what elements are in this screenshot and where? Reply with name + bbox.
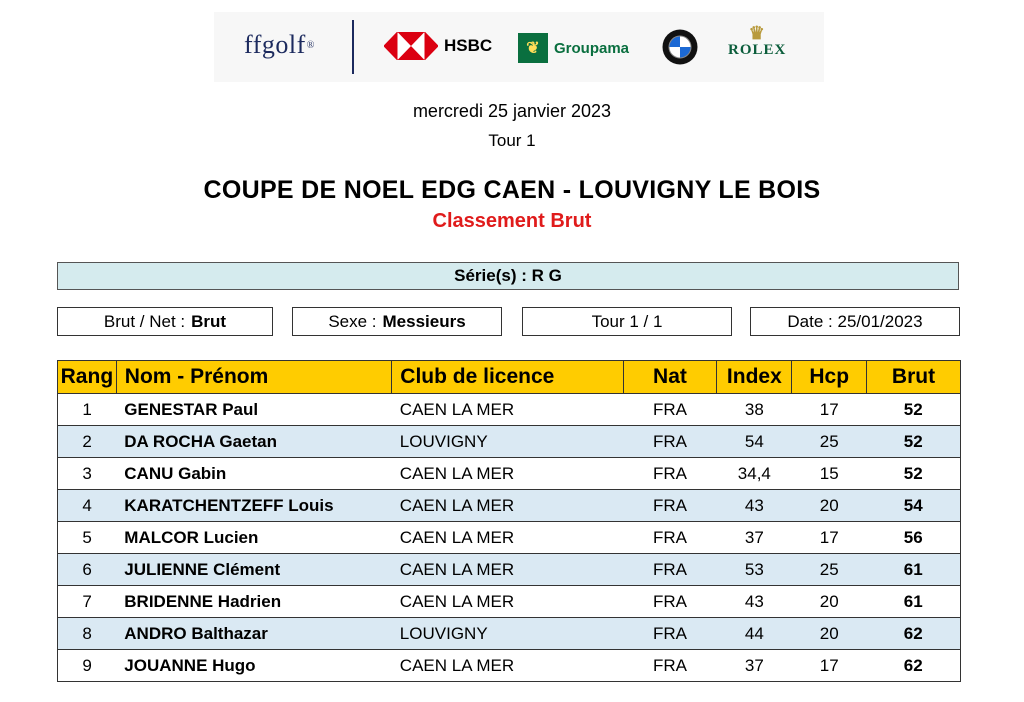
cell-index: 37 [717, 522, 792, 554]
table-row [58, 554, 961, 586]
table-row [58, 490, 961, 522]
cell-hcp: 17 [792, 394, 867, 426]
cell-nat: FRA [623, 490, 717, 522]
hsbc-logo [384, 32, 492, 60]
cell-nat: FRA [623, 650, 717, 682]
cell-index: 38 [717, 394, 792, 426]
cell-index: 43 [717, 586, 792, 618]
cell-brut: 52 [867, 394, 961, 426]
table-row [58, 458, 961, 490]
logo-divider [352, 20, 354, 74]
table-row [58, 586, 961, 618]
column-header-hcp: Hcp [792, 361, 867, 394]
brut-net-value: Brut [191, 311, 227, 331]
hsbc-wordmark: HSBC [444, 36, 493, 55]
tour-box [522, 307, 732, 336]
cell-hcp: 17 [792, 522, 867, 554]
table-header-row [58, 361, 961, 394]
cell-club: CAEN LA MER [392, 650, 623, 682]
tour-label: Tour 1 [488, 131, 536, 150]
cell-rang: 3 [58, 458, 117, 490]
cell-club: CAEN LA MER [392, 554, 623, 586]
cell-brut: 54 [867, 490, 961, 522]
cell-nom: CANU Gabin [116, 458, 392, 490]
sexe-box [292, 307, 502, 336]
column-header-nom: Nom - Prénom [116, 361, 392, 394]
column-header-club: Club de licence [392, 361, 623, 394]
cell-hcp: 17 [792, 650, 867, 682]
cell-club: LOUVIGNY [392, 426, 623, 458]
cell-hcp: 15 [792, 458, 867, 490]
cell-nat: FRA [623, 394, 717, 426]
event-date: mercredi 25 janvier 2023 [412, 101, 612, 121]
cell-brut: 52 [867, 426, 961, 458]
groupama-wordmark: Groupama [554, 39, 630, 57]
cell-nom: MALCOR Lucien [116, 522, 392, 554]
brut-net-box [57, 307, 273, 336]
cell-brut: 61 [867, 586, 961, 618]
cell-nat: FRA [623, 618, 717, 650]
cell-index: 34,4 [717, 458, 792, 490]
ffgolf-wordmark: ffgolf [244, 30, 306, 59]
cell-nat: FRA [623, 458, 717, 490]
cell-rang: 5 [58, 522, 117, 554]
bmw-roundel-icon [662, 29, 698, 65]
cell-club: CAEN LA MER [392, 458, 623, 490]
cell-nat: FRA [623, 426, 717, 458]
sexe-label: Sexe : [328, 311, 377, 331]
cell-index: 43 [717, 490, 792, 522]
cell-brut: 62 [867, 618, 961, 650]
cell-index: 53 [717, 554, 792, 586]
cell-hcp: 25 [792, 554, 867, 586]
cell-brut: 56 [867, 522, 961, 554]
cell-rang: 1 [58, 394, 117, 426]
groupama-logo [518, 33, 629, 63]
date-box [750, 307, 960, 336]
bmw-logo [662, 29, 698, 65]
cell-hcp: 20 [792, 618, 867, 650]
cell-nat: FRA [623, 554, 717, 586]
column-header-rang: Rang [58, 361, 117, 394]
cell-club: CAEN LA MER [392, 586, 623, 618]
cell-nom: DA ROCHA Gaetan [116, 426, 392, 458]
table-row [58, 618, 961, 650]
page-subtitle: Classement Brut [432, 210, 592, 232]
cell-index: 37 [717, 650, 792, 682]
cell-nom: KARATCHENTZEFF Louis [116, 490, 392, 522]
cell-nom: JOUANNE Hugo [116, 650, 392, 682]
column-header-index: Index [717, 361, 792, 394]
cell-nat: FRA [623, 586, 717, 618]
cell-nom: JULIENNE Clément [116, 554, 392, 586]
hsbc-hexagon-icon [384, 32, 438, 60]
cell-nom: BRIDENNE Hadrien [116, 586, 392, 618]
cell-rang: 6 [58, 554, 117, 586]
cell-brut: 61 [867, 554, 961, 586]
column-header-brut: Brut [867, 361, 961, 394]
table-row [58, 426, 961, 458]
rolex-crown-icon: ♛ [748, 23, 766, 43]
cell-rang: 8 [58, 618, 117, 650]
ffgolf-logo [244, 30, 315, 60]
brut-net-label: Brut / Net : [103, 311, 186, 331]
registered-mark: ® [306, 39, 315, 51]
cell-rang: 9 [58, 650, 117, 682]
cell-nat: FRA [623, 522, 717, 554]
page-title: COUPE DE NOEL EDG CAEN - LOUVIGNY LE BOIS [203, 176, 821, 204]
tour-box-label: Tour 1 / 1 [591, 311, 663, 331]
cell-hcp: 25 [792, 426, 867, 458]
cell-rang: 2 [58, 426, 117, 458]
table-row [58, 650, 961, 682]
cell-index: 54 [717, 426, 792, 458]
cell-club: CAEN LA MER [392, 522, 623, 554]
cell-rang: 4 [58, 490, 117, 522]
cell-hcp: 20 [792, 490, 867, 522]
groupama-leaf-icon: ❦ [518, 33, 548, 63]
rolex-logo [728, 24, 786, 59]
table-row [58, 394, 961, 426]
series-banner: Série(s) : R G [57, 262, 959, 290]
cell-nom: GENESTAR Paul [116, 394, 392, 426]
cell-club: CAEN LA MER [392, 490, 623, 522]
cell-nom: ANDRO Balthazar [116, 618, 392, 650]
cell-rang: 7 [58, 586, 117, 618]
rolex-wordmark: ROLEX [728, 42, 787, 58]
cell-hcp: 20 [792, 586, 867, 618]
cell-brut: 62 [867, 650, 961, 682]
column-header-nat: Nat [623, 361, 717, 394]
cell-index: 44 [717, 618, 792, 650]
results-table [57, 360, 961, 682]
cell-brut: 52 [867, 458, 961, 490]
cell-club: CAEN LA MER [392, 394, 623, 426]
table-row [58, 522, 961, 554]
date-box-label: Date : 25/01/2023 [787, 311, 923, 331]
cell-club: LOUVIGNY [392, 618, 623, 650]
sexe-value: Messieurs [382, 311, 466, 331]
